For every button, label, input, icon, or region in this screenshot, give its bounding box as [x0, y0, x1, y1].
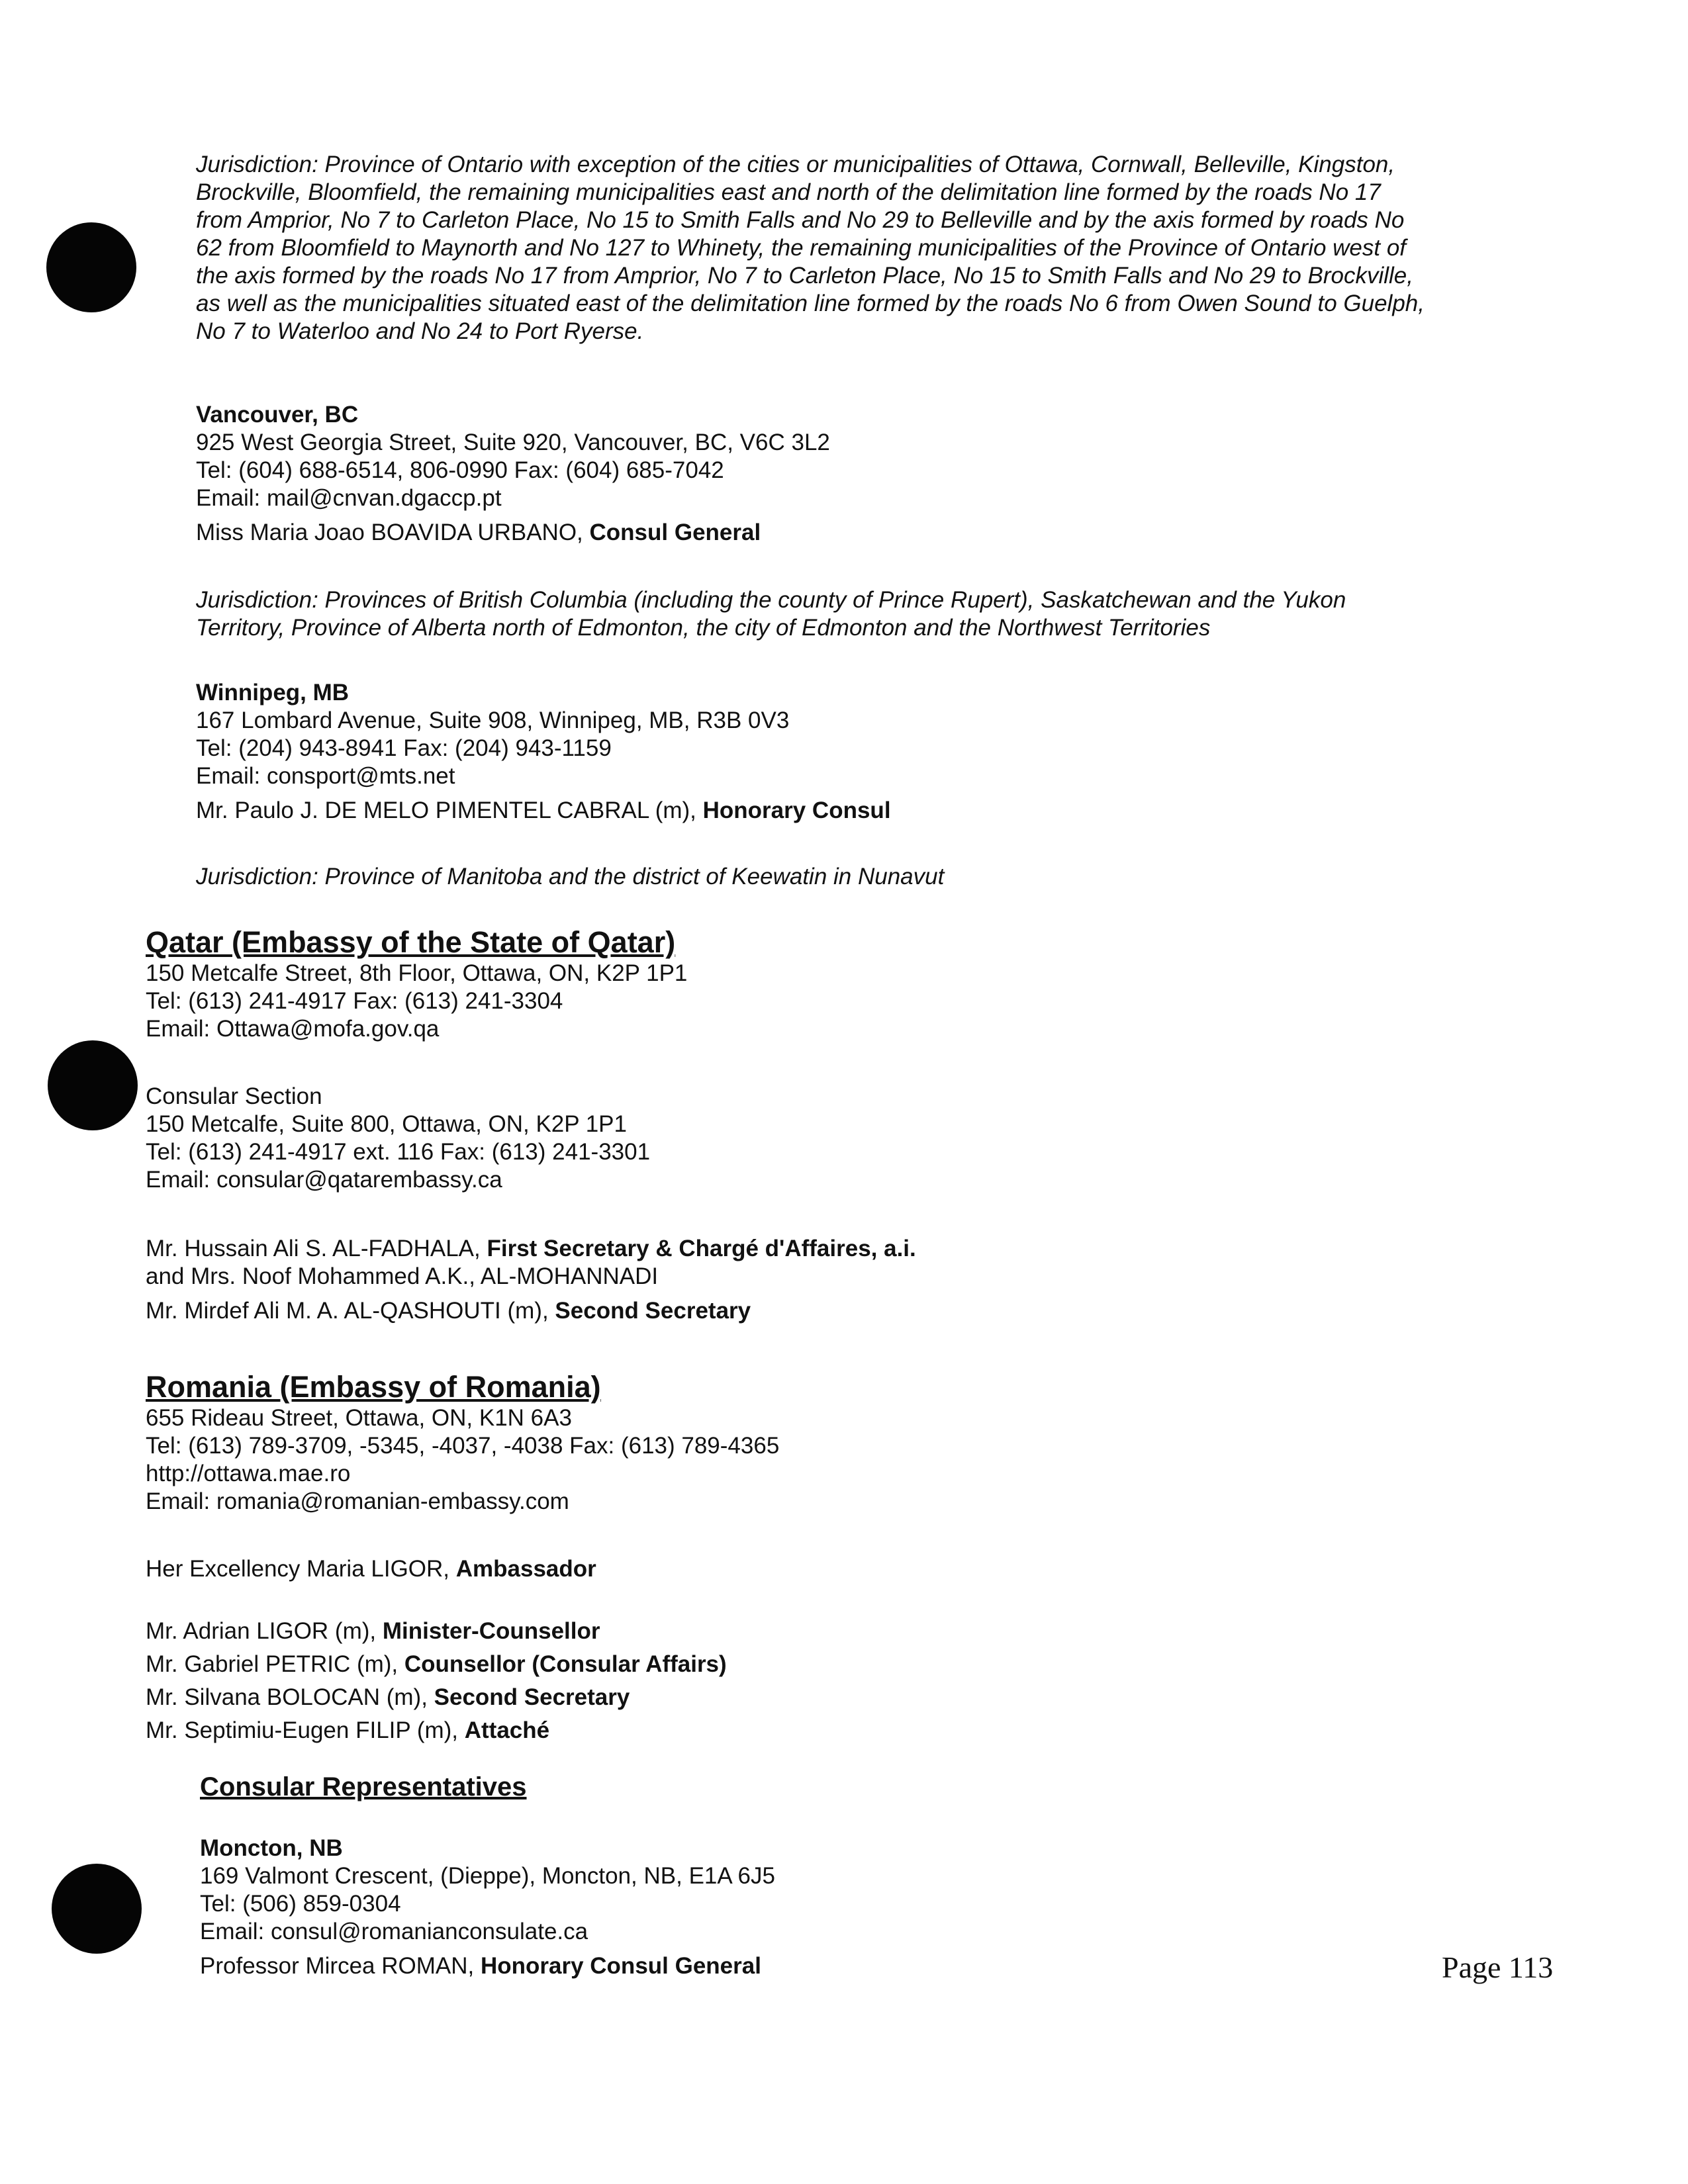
- jurisdiction-text: Province of Manitoba and the district of Keewatin in Nunavut: [324, 864, 945, 889]
- staff-line: [146, 1651, 727, 1678]
- staff-line: [146, 1263, 916, 1291]
- person-title: Honorary Consul: [702, 797, 891, 823]
- email: Email: mail@cnvan.dgaccp.pt: [196, 485, 502, 511]
- city-name: Moncton, NB: [200, 1835, 343, 1861]
- ambassador-title: Ambassador: [455, 1556, 596, 1582]
- jurisdiction-line-1: Province of Ontario with exception of the cities or municipalities of Ottawa, Cornwall, Belleville, Kingston,: [324, 152, 1395, 177]
- winnipeg-consulate: [196, 679, 891, 825]
- punch-hole-bottom: [52, 1864, 142, 1954]
- staff-line: [146, 1235, 916, 1263]
- punch-hole-middle: [48, 1040, 138, 1130]
- jurisdiction-line-1: Provinces of British Columbia (including the county of Prince Rupert), Saskatchewan and the Yukon: [324, 587, 1346, 613]
- person-name: Professor Mircea ROMAN,: [200, 1953, 481, 1979]
- vancouver-jurisdiction: [196, 586, 1346, 642]
- staff-title: Counsellor (Consular Affairs): [404, 1651, 727, 1677]
- person-title: Honorary Consul General: [480, 1953, 761, 1979]
- consular-representatives: [200, 1771, 527, 1803]
- person-name: Miss Maria Joao BOAVIDA URBANO,: [196, 520, 590, 545]
- qatar-staff: [146, 1235, 916, 1325]
- romania-staff: [146, 1617, 727, 1745]
- winnipeg-jurisdiction: [196, 863, 944, 891]
- email: Email: consul@romanianconsulate.ca: [200, 1919, 588, 1944]
- phone-fax: Tel: (506) 859-0304: [200, 1891, 401, 1917]
- email: Email: Ottawa@mofa.gov.qa: [146, 1016, 440, 1042]
- city-name: Vancouver, BC: [196, 402, 359, 428]
- punch-hole-top: [46, 222, 136, 312]
- address: 150 Metcalfe, Suite 800, Ottawa, ON, K2P 1P1: [146, 1111, 627, 1137]
- jurisdiction-line-4: 62 from Bloomfield to Maynorth and No 127 to Whinety, the remaining municipalities of the Province of Ontario west of: [196, 235, 1407, 261]
- ontario-jurisdiction: [196, 151, 1425, 345]
- qatar-heading: Qatar (Embassy of the State of Qatar): [146, 925, 676, 959]
- staff-line: [146, 1684, 727, 1711]
- qatar-consular-section: [146, 1083, 650, 1194]
- staff-title: Minister-Counsellor: [382, 1618, 600, 1644]
- romania-embassy: [146, 1370, 779, 1516]
- website: http://ottawa.mae.ro: [146, 1461, 351, 1486]
- staff-line: [146, 1617, 727, 1645]
- ambassador-name: Her Excellency Maria LIGOR,: [146, 1556, 456, 1582]
- person-title: Consul General: [589, 520, 761, 545]
- email: Email: romania@romanian-embassy.com: [146, 1488, 569, 1514]
- staff-line: [146, 1297, 916, 1325]
- city-name: Winnipeg, MB: [196, 680, 350, 705]
- staff-title: First Secretary & Chargé d'Affaires, a.i.: [487, 1236, 916, 1261]
- staff-name: Mr. Silvana BOLOCAN (m),: [146, 1684, 434, 1710]
- jurisdiction-label: Jurisdiction:: [196, 864, 318, 889]
- romania-heading: Romania (Embassy of Romania): [146, 1370, 601, 1404]
- consular-representatives-heading: Consular Representatives: [200, 1772, 527, 1801]
- staff-name: Mr. Hussain Ali S. AL-FADHALA,: [146, 1236, 487, 1261]
- staff-title: Attaché: [464, 1717, 550, 1743]
- address: 167 Lombard Avenue, Suite 908, Winnipeg, MB, R3B 0V3: [196, 707, 790, 733]
- jurisdiction-line-5: the axis formed by the roads No 17 from Amprior, No 7 to Carleton Place, No 15 to Smith Falls and No 29 to Brockville,: [196, 263, 1413, 289]
- jurisdiction-line-7: No 7 to Waterloo and No 24 to Port Ryerse.: [196, 318, 644, 344]
- consular-section-title: Consular Section: [146, 1083, 322, 1109]
- phone-fax: Tel: (604) 688-6514, 806-0990 Fax: (604) 685-7042: [196, 457, 724, 483]
- staff-name: Mr. Adrian LIGOR (m),: [146, 1618, 383, 1644]
- jurisdiction-line-2: Territory, Province of Alberta north of Edmonton, the city of Edmonton and the Northwest Territories: [196, 615, 1211, 641]
- staff-line: [146, 1717, 727, 1745]
- qatar-embassy: [146, 925, 687, 1043]
- staff-title: Second Secretary: [555, 1298, 751, 1324]
- staff-name: Mr. Gabriel PETRIC (m),: [146, 1651, 404, 1677]
- phone-fax: Tel: (613) 241-4917 Fax: (613) 241-3304: [146, 988, 563, 1014]
- vancouver-consulate: [196, 401, 830, 547]
- staff-name: and Mrs. Noof Mohammed A.K., AL-MOHANNADI: [146, 1263, 659, 1289]
- email: Email: consular@qatarembassy.ca: [146, 1167, 502, 1193]
- phone-fax: Tel: (204) 943-8941 Fax: (204) 943-1159: [196, 735, 612, 761]
- jurisdiction-line-2: Brockville, Bloomfield, the remaining municipalities east and north of the delimitation line formed by the roads No 17: [196, 179, 1381, 205]
- jurisdiction-label: Jurisdiction:: [196, 152, 318, 177]
- address: 655 Rideau Street, Ottawa, ON, K1N 6A3: [146, 1405, 572, 1431]
- phone-fax: Tel: (613) 241-4917 ext. 116 Fax: (613) 241-3301: [146, 1139, 651, 1165]
- jurisdiction-label: Jurisdiction:: [196, 587, 318, 613]
- staff-title: Second Secretary: [434, 1684, 630, 1710]
- phone-fax: Tel: (613) 789-3709, -5345, -4037, -4038 Fax: (613) 789-4365: [146, 1433, 780, 1459]
- address: 169 Valmont Crescent, (Dieppe), Moncton, NB, E1A 6J5: [200, 1863, 775, 1889]
- page-number: Page 113: [1442, 1950, 1554, 1984]
- moncton-consulate: [200, 1835, 775, 1980]
- staff-name: Mr. Septimiu-Eugen FILIP (m),: [146, 1717, 465, 1743]
- jurisdiction-line-3: from Amprior, No 7 to Carleton Place, No 15 to Smith Falls and No 29 to Belleville and by the axis formed by roads No: [196, 207, 1405, 233]
- person-name: Mr. Paulo J. DE MELO PIMENTEL CABRAL (m),: [196, 797, 703, 823]
- jurisdiction-line-6: as well as the municipalities situated east of the delimitation line formed by the roads No 6 from Owen Sound to Guelph,: [196, 291, 1425, 316]
- staff-name: Mr. Mirdef Ali M. A. AL-QASHOUTI (m),: [146, 1298, 555, 1324]
- email: Email: consport@mts.net: [196, 763, 455, 789]
- address: 150 Metcalfe Street, 8th Floor, Ottawa, ON, K2P 1P1: [146, 960, 688, 986]
- address: 925 West Georgia Street, Suite 920, Vancouver, BC, V6C 3L2: [196, 430, 830, 455]
- romania-ambassador: [146, 1555, 596, 1583]
